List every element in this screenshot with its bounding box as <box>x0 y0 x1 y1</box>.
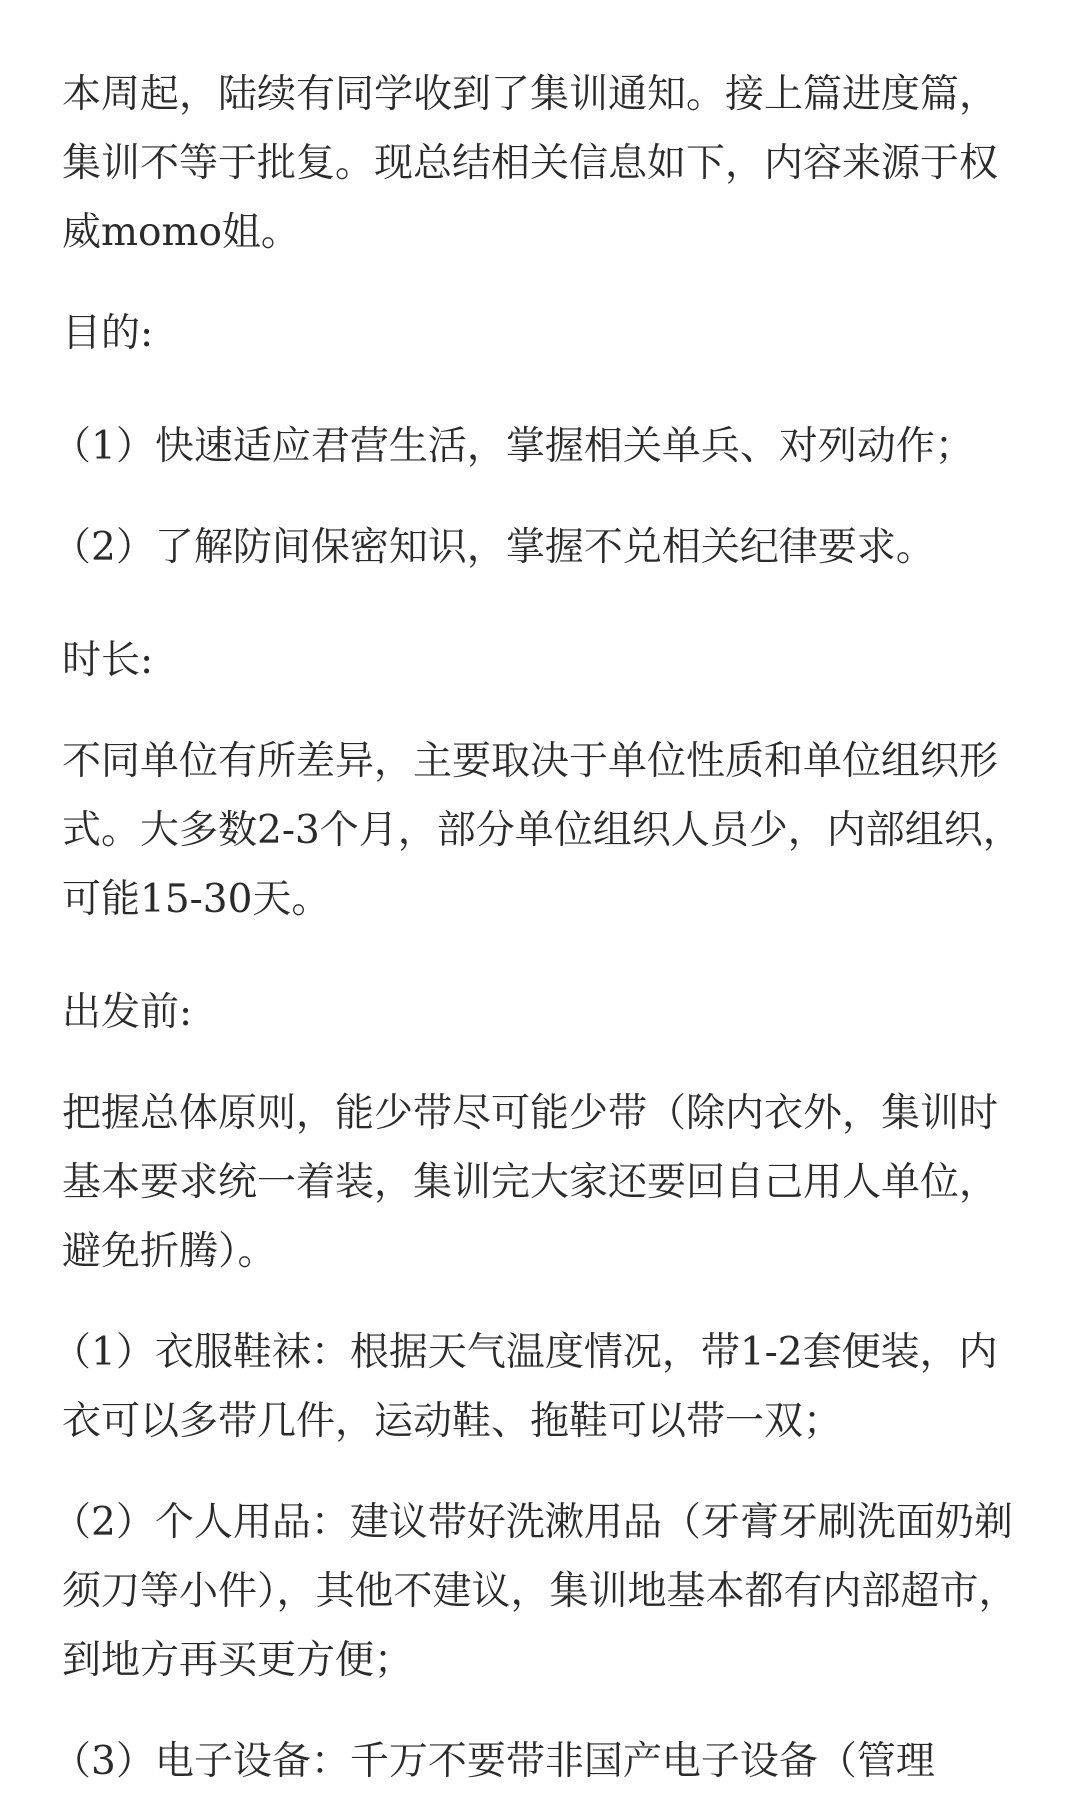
duration-heading: 时长: <box>62 638 154 683</box>
intro-paragraph: 本周起，陆续有同学收到了集训通知。接上篇进度篇，集训不等于批复。现总结相关信息如下，内容来源于权威momo姐。 <box>62 72 999 255</box>
before-departure-paragraph: 把握总体原则，能少带尽可能少带（除内衣外，集训时基本要求统一着装，集训完大家还要回自己用人单位，避免折腾）。 <box>62 1091 999 1274</box>
duration-paragraph: 不同单位有所差异，主要取决于单位性质和单位组织形式。大多数2-3个月，部分单位组织人员少，内部组织，可能15-30天。 <box>62 739 1022 922</box>
purpose-item-1: （1）快速适应君营生活，掌握相关单兵、对列动作； <box>52 424 974 469</box>
purpose-heading: 目的: <box>62 311 154 356</box>
before-departure-heading: 出发前: <box>62 990 193 1035</box>
electronic-devices-item: （3）电子设备：千万不要带非国产电子设备（管理 <box>52 1739 935 1784</box>
purpose-item-2: （2）了解防间保密知识，掌握不兑相关纪律要求。 <box>52 525 935 570</box>
clothing-item: （1）衣服鞋袜：根据天气温度情况，带1-2套便装，内衣可以多带几件，运动鞋、拖鞋可以带一双； <box>52 1330 998 1444</box>
personal-items: （2）个人用品：建议带好洗漱用品（牙膏牙刷洗面奶剃须刀等小件），其他不建议，集训地基本都有内部超市，到地方再买更方便； <box>52 1500 1018 1683</box>
